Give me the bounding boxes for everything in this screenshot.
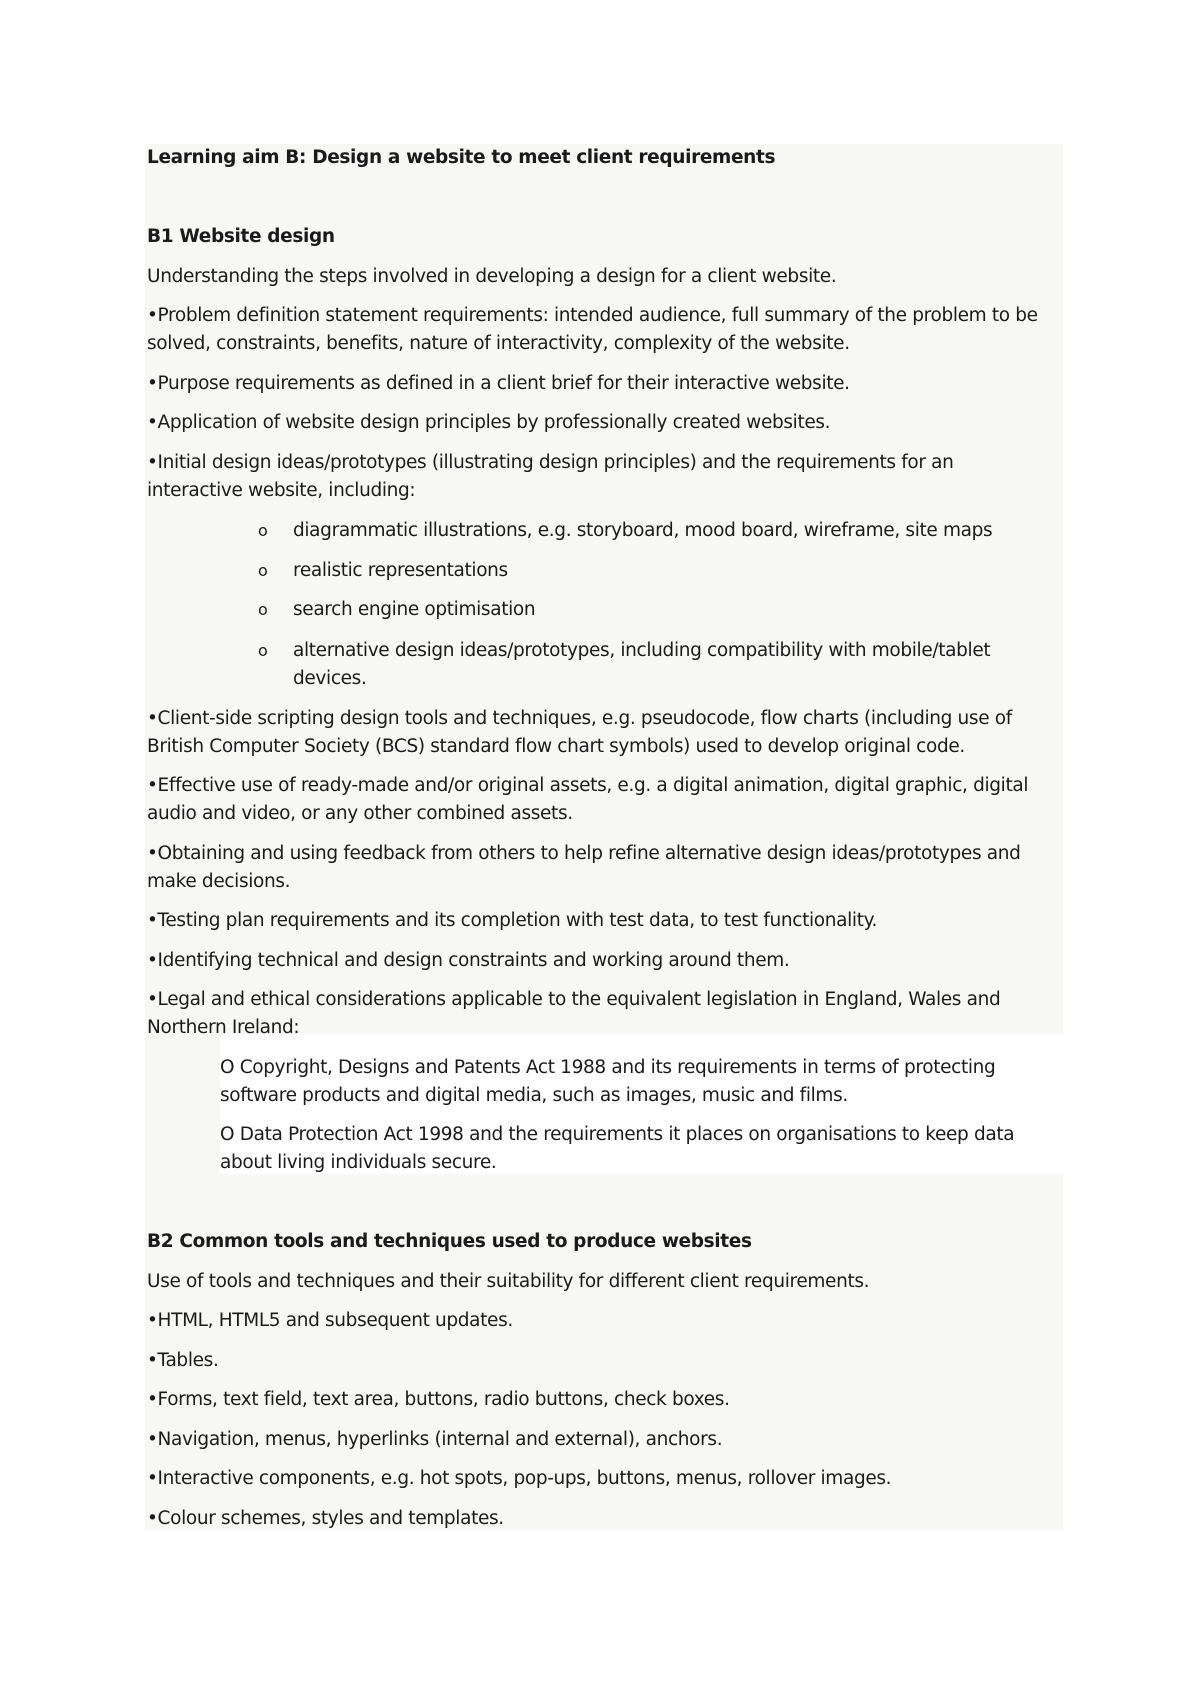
section-title-b1: B1 Website design: [147, 226, 335, 247]
document-heading: Learning aim B: Design a website to meet client requirements: [147, 147, 776, 168]
legal-item: software products and digital media, such as images, music and films.: [220, 1085, 848, 1106]
sub-list-item: diagrammatic illustrations, e.g. storyboard, mood board, wireframe, site maps: [293, 520, 993, 541]
bullet-line: •Identifying technical and design constraints and working around them.: [147, 950, 790, 971]
legal-item: O Data Protection Act 1998 and the requirements it places on organisations to keep data: [220, 1124, 1015, 1145]
shaded-block: [145, 1034, 220, 1174]
sub-list-item: devices.: [293, 668, 367, 689]
legal-item: O Copyright, Designs and Patents Act 1988 and its requirements in terms of protecting: [220, 1057, 996, 1078]
bullet-line: British Computer Society (BCS) standard flow chart symbols) used to develop original code.: [147, 736, 965, 757]
bullet-line: •Navigation, menus, hyperlinks (internal and external), anchors.: [147, 1429, 723, 1450]
section-intro-b2: Use of tools and techniques and their suitability for different client requirements.: [147, 1271, 870, 1292]
bullet-line: •Forms, text field, text area, buttons, radio buttons, check boxes.: [147, 1389, 730, 1410]
sub-bullet-marker: o: [258, 600, 268, 619]
bullet-line: •Obtaining and using feedback from others to help refine alternative design ideas/prototypes and: [147, 843, 1021, 864]
section-intro-b1: Understanding the steps involved in developing a design for a client website.: [147, 266, 837, 287]
bullet-line: •Effective use of ready-made and/or original assets, e.g. a digital animation, digital graphic, digital: [147, 775, 1029, 796]
sub-list-item: alternative design ideas/prototypes, including compatibility with mobile/tablet: [293, 640, 991, 661]
bullet-line: audio and video, or any other combined assets.: [147, 803, 573, 824]
sub-bullet-marker: o: [258, 641, 268, 660]
bullet-line: solved, constraints, benefits, nature of interactivity, complexity of the website.: [147, 333, 850, 354]
bullet-line: •Purpose requirements as defined in a client brief for their interactive website.: [147, 373, 850, 394]
bullet-line: •Tables.: [147, 1350, 219, 1371]
bullet-line: Northern Ireland:: [147, 1017, 300, 1038]
bullet-line: •Initial design ideas/prototypes (illustrating design principles) and the requirements for an: [147, 452, 954, 473]
sub-list-item: search engine optimisation: [293, 599, 536, 620]
sub-bullet-marker: o: [258, 561, 268, 580]
bullet-line: •Client-side scripting design tools and techniques, e.g. pseudocode, flow charts (including use of: [147, 708, 1012, 729]
bullet-line: interactive website, including:: [147, 480, 416, 501]
bullet-line: •HTML, HTML5 and subsequent updates.: [147, 1310, 513, 1331]
bullet-line: make decisions.: [147, 871, 291, 892]
bullet-line: •Testing plan requirements and its completion with test data, to test functionality.: [147, 910, 878, 931]
bullet-line: •Legal and ethical considerations applicable to the equivalent legislation in England, Wales and: [147, 989, 1001, 1010]
sub-bullet-marker: o: [258, 521, 268, 540]
legal-item: about living individuals secure.: [220, 1152, 497, 1173]
bullet-line: •Interactive components, e.g. hot spots, pop-ups, buttons, menus, rollover images.: [147, 1468, 892, 1489]
sub-list-item: realistic representations: [293, 560, 508, 581]
bullet-line: •Application of website design principles by professionally created websites.: [147, 412, 831, 433]
bullet-line: •Colour schemes, styles and templates.: [147, 1508, 504, 1529]
bullet-line: •Problem definition statement requirements: intended audience, full summary of the problem to be: [147, 305, 1038, 326]
section-title-b2: B2 Common tools and techniques used to produce websites: [147, 1231, 752, 1252]
